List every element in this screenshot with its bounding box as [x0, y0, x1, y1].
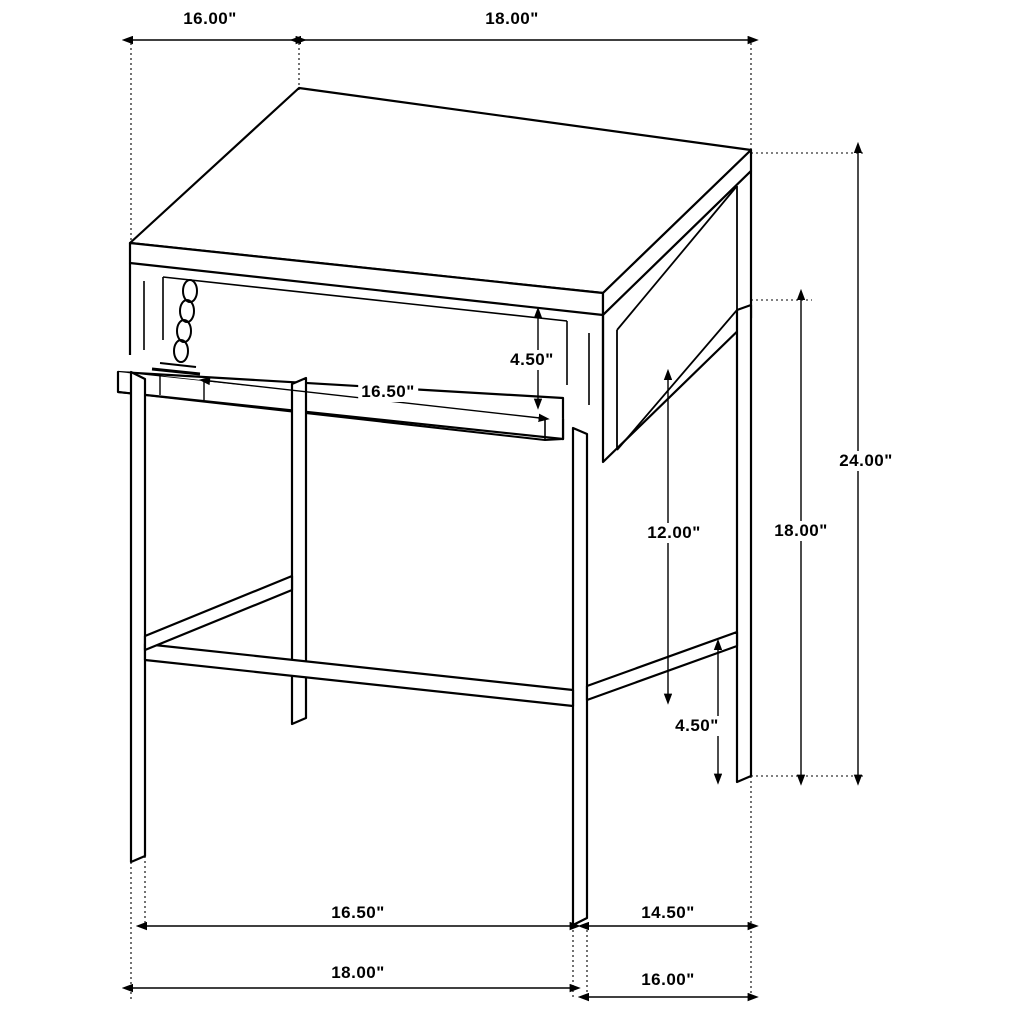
dimension-label-apron-height: 18.00" — [771, 521, 831, 541]
dimension-label-total-height: 24.00" — [836, 451, 896, 471]
dimension-label-top-width: 18.00" — [482, 9, 542, 29]
dimension-label-overall-width: 18.00" — [328, 963, 388, 983]
dimension-label-leg-clearance: 12.00" — [644, 523, 704, 543]
dimension-label-stretcher-height: 4.50" — [672, 716, 722, 736]
dimension-label-drawer-height: 4.50" — [507, 350, 557, 370]
dimension-label-front-inner-span: 16.50" — [328, 903, 388, 923]
desk-geometry — [118, 88, 751, 925]
dimension-label-side-inner-span: 14.50" — [638, 903, 698, 923]
chain-pull — [152, 280, 200, 374]
dimension-label-overall-depth: 16.00" — [638, 970, 698, 990]
dimension-label-top-depth: 16.00" — [180, 9, 240, 29]
dimension-label-drawer-width: 16.50" — [358, 382, 418, 402]
